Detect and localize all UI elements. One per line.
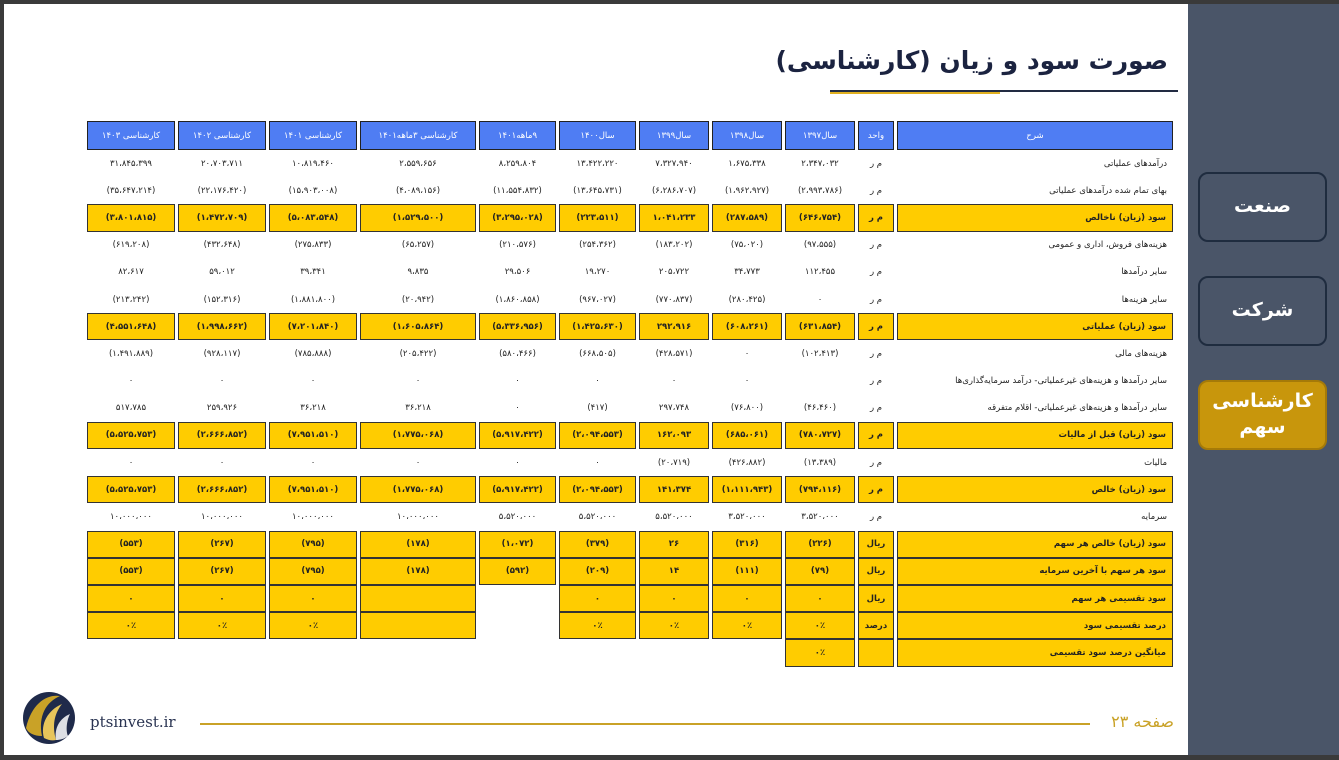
value-cell: ۳۶،۲۱۸ xyxy=(300,403,326,414)
value-cell: ۰ xyxy=(415,457,421,468)
value-cell: ۱۴۱،۳۷۴ xyxy=(639,476,709,503)
value-cell: (۵،۳۳۶،۹۵۶) xyxy=(479,313,556,340)
row-unit: م ر xyxy=(869,376,883,387)
table-row xyxy=(87,150,1173,177)
value-cell: ۱۰،۰۰۰،۰۰۰ xyxy=(396,512,439,523)
value-cell: (۲۰،۷۱۹) xyxy=(657,457,691,468)
table-row xyxy=(87,558,1173,585)
value-cell: (۱۳،۳۸۹) xyxy=(803,457,837,468)
value-cell: (۶۸۵،۰۶۱) xyxy=(712,422,782,449)
value-cell: ۱،۶۷۵،۳۳۸ xyxy=(728,158,766,169)
value-cell: ۰ xyxy=(559,585,636,612)
table-header-row xyxy=(87,121,1173,150)
table-row xyxy=(87,422,1173,449)
value-cell: ۰ xyxy=(712,585,782,612)
value-cell: (۵۵۳) xyxy=(87,558,175,585)
value-cell: ۲۰۵،۷۲۲ xyxy=(658,267,690,278)
value-cell: (۲۲۳،۵۱۱) xyxy=(559,204,636,231)
value-cell: ۳،۵۲۰،۰۰۰ xyxy=(801,512,839,523)
row-unit: م ر xyxy=(869,240,883,251)
value-cell: (۷۹۵) xyxy=(269,531,357,558)
value-cell xyxy=(360,585,476,612)
value-cell: ۰٪ xyxy=(269,612,357,639)
value-cell: ۵،۵۲۰،۰۰۰ xyxy=(655,512,693,523)
website-link[interactable]: ptsinvest.ir xyxy=(90,713,176,731)
table-row xyxy=(87,639,1173,666)
value-cell: ۰٪ xyxy=(639,612,709,639)
table-row xyxy=(87,340,1173,367)
value-cell xyxy=(87,639,175,666)
slide xyxy=(4,4,1188,755)
row-label: میانگین درصد سود تقسیمی xyxy=(897,639,1173,666)
header-cell: سال۱۴۰۰ xyxy=(559,121,636,150)
value-cell: ۰ xyxy=(515,376,520,387)
value-cell xyxy=(269,639,357,666)
value-cell: (۲،۶۶۶،۸۵۲) xyxy=(178,422,266,449)
value-cell xyxy=(559,639,636,666)
value-cell: (۵۹۲) xyxy=(479,558,556,585)
value-cell: (۲۸۰،۴۲۵) xyxy=(728,294,766,305)
value-cell: ۵،۵۲۰،۰۰۰ xyxy=(578,512,617,523)
value-cell: (۱،۴۷۲،۷۰۹) xyxy=(178,204,266,231)
value-cell: ۱۹،۲۷۰ xyxy=(584,267,611,278)
value-cell: (۷۸۰،۷۲۷) xyxy=(785,422,855,449)
value-cell: ۲۰،۷۰۳،۷۱۱ xyxy=(200,158,243,169)
value-cell: (۶۴۶،۷۵۴) xyxy=(785,204,855,231)
value-cell: (۱۰۲،۴۱۳) xyxy=(801,348,839,359)
value-cell: (۷۷۰،۸۳۷) xyxy=(655,294,693,305)
value-cell: (۷۹۴،۱۱۶) xyxy=(785,476,855,503)
row-unit: م ر xyxy=(869,348,883,359)
value-cell: ۱۰،۸۱۹،۴۶۰ xyxy=(291,158,334,169)
value-cell xyxy=(712,639,782,666)
row-label: سود (زیان) خالص xyxy=(897,476,1173,503)
value-cell: (۱،۸۶۰،۸۵۸) xyxy=(495,294,540,305)
value-cell: (۵۸۰،۴۶۶) xyxy=(499,348,536,359)
value-cell: (۱۵،۹۰۳،۰۰۸) xyxy=(288,185,338,196)
value-cell: ۰٪ xyxy=(712,612,782,639)
value-cell: (۳۵،۶۴۷،۲۱۴) xyxy=(106,185,156,196)
row-unit: ریال xyxy=(858,585,894,612)
value-cell: ۳۴،۷۷۳ xyxy=(734,267,760,278)
value-cell: ۰ xyxy=(219,457,225,468)
value-cell: (۴۱۷) xyxy=(587,403,608,414)
value-cell: (۱،۷۷۵،۰۶۸) xyxy=(360,476,476,503)
value-cell: (۱،۶۰۵،۸۶۴) xyxy=(360,313,476,340)
value-cell: (۲۶۷) xyxy=(178,558,266,585)
row-label: سایر درآمدها xyxy=(1121,267,1167,278)
value-cell: ۱،۰۴۱،۲۳۳ xyxy=(639,204,709,231)
row-label: سود (زیان) خالص هر سهم xyxy=(897,531,1173,558)
value-cell: (۹۲۸،۱۱۷) xyxy=(203,348,241,359)
value-cell xyxy=(360,612,476,639)
row-label: سود (زیان) ناخالص xyxy=(897,204,1173,231)
row-unit: م ر xyxy=(858,422,894,449)
value-cell: (۱،۹۶۲،۹۲۷) xyxy=(724,185,770,196)
value-cell: (۴،۵۵۱،۶۴۸) xyxy=(87,313,175,340)
value-cell: ۱۰،۰۰۰،۰۰۰ xyxy=(200,512,243,523)
value-cell xyxy=(639,639,709,666)
row-label: سود (زیان) عملیاتی xyxy=(897,313,1173,340)
table-row xyxy=(87,286,1173,313)
value-cell: ۰ xyxy=(671,376,677,387)
value-cell: ۱۳،۴۲۲،۲۲۰ xyxy=(576,158,619,169)
value-cell xyxy=(479,585,556,612)
row-label: سایر هزینه‌ها xyxy=(1121,294,1167,305)
row-label: درآمدهای عملیاتی xyxy=(1103,158,1167,169)
value-cell: (۵،۰۸۳،۵۴۸) xyxy=(269,204,357,231)
row-label: سایر درآمدها و هزینه‌های غیرعملیاتی- اقلام متفرقه xyxy=(987,403,1167,414)
value-cell: (۱،۷۷۵،۰۶۸) xyxy=(360,422,476,449)
value-cell: ۸،۲۵۹،۸۰۴ xyxy=(498,158,537,169)
value-cell: (۲۱۳،۲۴۲) xyxy=(112,294,150,305)
footer-divider xyxy=(200,723,1090,725)
table-row xyxy=(87,232,1173,259)
value-cell: (۴۲۶،۸۸۲) xyxy=(728,457,766,468)
table-row xyxy=(87,177,1173,204)
value-cell: ۱۴ xyxy=(639,558,709,585)
value-cell: ۵۱۷،۷۸۵ xyxy=(115,403,147,414)
value-cell: ۱۶۲،۰۹۳ xyxy=(639,422,709,449)
value-cell: ۰ xyxy=(87,585,175,612)
value-cell: (۵،۹۱۷،۴۲۲) xyxy=(479,422,556,449)
header-cell: سال۱۳۹۷ xyxy=(785,121,855,150)
table-row xyxy=(87,476,1173,503)
value-cell: (۵،۹۱۷،۴۲۲) xyxy=(479,476,556,503)
table-row xyxy=(87,368,1173,395)
value-cell: (۲۶۷) xyxy=(178,531,266,558)
value-cell: ۵،۵۲۰،۰۰۰ xyxy=(498,512,537,523)
value-cell: ۳۱،۸۴۵،۳۹۹ xyxy=(109,158,152,169)
value-cell: ۲۶ xyxy=(639,531,709,558)
table-row xyxy=(87,204,1173,231)
value-cell: (۲۵۴،۳۶۲) xyxy=(579,240,616,251)
row-unit: م ر xyxy=(869,457,883,468)
value-cell: (۱،۵۲۹،۵۰۰) xyxy=(360,204,476,231)
row-unit xyxy=(858,639,894,666)
value-cell: (۹۷،۵۵۵) xyxy=(803,240,837,251)
value-cell: ۰ xyxy=(515,403,520,414)
value-cell: (۶۱۹،۲۰۸) xyxy=(112,240,150,251)
table-row xyxy=(87,503,1173,530)
row-label: سود (زیان) قبل از مالیات xyxy=(897,422,1173,449)
value-cell: (۱۸۳،۲۰۲) xyxy=(655,240,693,251)
row-label: سود تقسیمی هر سهم xyxy=(897,585,1173,612)
value-cell: ۲،۳۴۷،۰۳۲ xyxy=(801,158,839,169)
row-unit: م ر xyxy=(858,476,894,503)
row-label: درصد تقسیمی سود xyxy=(897,612,1173,639)
value-cell: ۰ xyxy=(595,376,600,387)
value-cell: (۷۵،۰۲۰) xyxy=(730,240,764,251)
value-cell: (۶۳۱،۸۵۴) xyxy=(785,313,855,340)
row-unit: م ر xyxy=(869,512,883,523)
value-cell: (۱۷۸) xyxy=(360,558,476,585)
nav-stock-valuation-button[interactable]: کارشناسی سهم xyxy=(1198,380,1327,450)
value-cell: (۵،۵۲۵،۷۵۳) xyxy=(87,422,175,449)
value-cell: ۲۹۲،۹۱۶ xyxy=(639,313,709,340)
value-cell: (۹۶۷،۰۲۷) xyxy=(579,294,616,305)
header-cell: کارشناسی ۱۴۰۱ xyxy=(269,121,357,150)
table-row xyxy=(87,313,1173,340)
row-unit: م ر xyxy=(869,294,883,305)
value-cell: (۲،۶۶۶،۸۵۲) xyxy=(178,476,266,503)
value-cell: ۰٪ xyxy=(87,612,175,639)
value-cell: ۰٪ xyxy=(785,639,855,666)
page-title: صورت سود و زیان (کارشناسی) xyxy=(775,46,1168,75)
value-cell: ۳،۵۲۰،۰۰۰ xyxy=(728,512,766,523)
row-label: مالیات xyxy=(1144,457,1167,468)
value-cell: (۴،۰۸۹،۱۵۶) xyxy=(395,185,441,196)
value-cell: (۲۸۷،۵۸۹) xyxy=(712,204,782,231)
row-unit: م ر xyxy=(869,158,883,169)
table-row xyxy=(87,612,1173,639)
value-cell xyxy=(178,639,266,666)
header-cell: کارشناسی ۱۴۰۳ xyxy=(87,121,175,150)
value-cell xyxy=(479,612,556,639)
value-cell: (۲۱۰،۵۷۶) xyxy=(499,240,536,251)
nav-industry-button[interactable]: صنعت xyxy=(1198,172,1327,242)
header-cell: کارشناسی ۳ماهه۱۴۰۱ xyxy=(360,121,476,150)
value-cell: (۱۱۱) xyxy=(712,558,782,585)
value-cell: (۴۲۸،۵۷۱) xyxy=(655,348,693,359)
value-cell: ۱۰،۰۰۰،۰۰۰ xyxy=(291,512,334,523)
value-cell: (۳۱۶) xyxy=(712,531,782,558)
value-cell xyxy=(785,368,855,395)
row-unit: م ر xyxy=(869,267,883,278)
value-cell: ۰ xyxy=(310,457,316,468)
value-cell: (۱،۴۲۵،۶۳۰) xyxy=(559,313,636,340)
value-cell: ۵۹،۰۱۲ xyxy=(209,267,235,278)
value-cell: ۲،۵۵۹،۶۵۶ xyxy=(399,158,437,169)
value-cell: (۷۸۵،۸۸۸) xyxy=(294,348,332,359)
row-label: سایر درآمدها و هزینه‌های غیرعملیاتی- درآمد سرمایه‌گذاری‌ها xyxy=(955,376,1167,387)
value-cell: (۲،۹۹۳،۷۸۶) xyxy=(797,185,843,196)
value-cell: ۰ xyxy=(128,376,134,387)
value-cell: ۰ xyxy=(128,457,134,468)
header-cell: شرح xyxy=(897,121,1173,150)
value-cell: (۱،۰۷۲) xyxy=(479,531,556,558)
value-cell: ۷،۳۲۷،۹۴۰ xyxy=(655,158,693,169)
header-cell: واحد xyxy=(858,121,894,150)
page-number: صفحه ۲۳ xyxy=(1111,712,1174,731)
value-cell: (۲۲۶) xyxy=(785,531,855,558)
value-cell: ۹،۸۳۵ xyxy=(407,267,429,278)
value-cell: ۸۲،۶۱۷ xyxy=(118,267,144,278)
value-cell: (۷،۹۵۱،۵۱۰) xyxy=(269,476,357,503)
value-cell: ۰ xyxy=(515,457,520,468)
value-cell: ۲۹۷،۷۴۸ xyxy=(658,403,690,414)
value-cell: (۷،۹۵۱،۵۱۰) xyxy=(269,422,357,449)
company-logo xyxy=(18,688,78,752)
row-label: سرمایه xyxy=(1141,512,1167,523)
value-cell: ۰ xyxy=(269,585,357,612)
row-label: سود هر سهم با آخرین سرمایه xyxy=(897,558,1173,585)
value-cell: ۰ xyxy=(817,294,823,305)
value-cell: (۲۲،۱۷۶،۴۲۰) xyxy=(197,185,247,196)
value-cell: (۷۹۵) xyxy=(269,558,357,585)
value-cell: (۲۰،۹۴۲) xyxy=(401,294,435,305)
value-cell: ۰ xyxy=(595,457,600,468)
nav-company-button[interactable]: شرکت xyxy=(1198,276,1327,346)
value-cell: ۰ xyxy=(415,376,421,387)
value-cell: (۷۶،۸۰۰) xyxy=(730,403,764,414)
value-cell: ۳۶،۲۱۸ xyxy=(405,403,431,414)
header-cell: سال۱۳۹۹ xyxy=(639,121,709,150)
value-cell: (۲۰۵،۴۲۲) xyxy=(399,348,437,359)
value-cell: (۳۷۹) xyxy=(559,531,636,558)
value-cell: ۰٪ xyxy=(559,612,636,639)
value-cell: (۷،۲۰۱،۸۴۰) xyxy=(269,313,357,340)
value-cell: ۲۵۹،۹۲۶ xyxy=(206,403,238,414)
value-cell: (۳،۲۹۵،۰۲۸) xyxy=(479,204,556,231)
value-cell: (۱،۸۸۱،۸۰۰) xyxy=(290,294,336,305)
income-statement-table xyxy=(84,121,1176,667)
value-cell: (۲،۰۹۴،۵۵۳) xyxy=(559,476,636,503)
value-cell: (۴۳۲،۶۴۸) xyxy=(203,240,241,251)
value-cell: (۲،۰۹۴،۵۵۳) xyxy=(559,422,636,449)
value-cell: (۷۹) xyxy=(785,558,855,585)
value-cell: ۰ xyxy=(178,585,266,612)
value-cell xyxy=(360,639,476,666)
value-cell: (۳،۸۰۱،۸۱۵) xyxy=(87,204,175,231)
table-row xyxy=(87,395,1173,422)
value-cell: (۱،۴۹۱،۸۸۹) xyxy=(108,348,154,359)
row-unit: م ر xyxy=(858,204,894,231)
row-label: هزینه‌های مالی xyxy=(1115,348,1167,359)
value-cell: (۲۰۹) xyxy=(559,558,636,585)
value-cell: (۶،۲۸۶،۷۰۷) xyxy=(651,185,697,196)
title-underline-accent xyxy=(830,92,1000,94)
row-unit: ریال xyxy=(858,531,894,558)
row-unit: درصد xyxy=(858,612,894,639)
value-cell: ۰٪ xyxy=(178,612,266,639)
value-cell: ۰ xyxy=(785,585,855,612)
value-cell: (۱،۱۱۱،۹۴۳) xyxy=(712,476,782,503)
value-cell: ۱۱۲،۴۵۵ xyxy=(804,267,836,278)
value-cell: (۱۵۲،۳۱۶) xyxy=(203,294,241,305)
value-cell: (۱۷۸) xyxy=(360,531,476,558)
value-cell: (۴۶،۴۶۰) xyxy=(803,403,837,414)
value-cell: (۶۰۸،۲۶۱) xyxy=(712,313,782,340)
value-cell: (۵،۵۲۵،۷۵۳) xyxy=(87,476,175,503)
table-row xyxy=(87,531,1173,558)
value-cell: ۰٪ xyxy=(785,612,855,639)
row-unit: م ر xyxy=(858,313,894,340)
value-cell: (۱،۹۹۸،۶۶۲) xyxy=(178,313,266,340)
table-row xyxy=(87,449,1173,476)
value-cell xyxy=(479,639,556,666)
value-cell: (۵۵۳) xyxy=(87,531,175,558)
table-row xyxy=(87,585,1173,612)
value-cell: ۰ xyxy=(310,376,316,387)
value-cell: ۱۰،۰۰۰،۰۰۰ xyxy=(109,512,152,523)
value-cell: (۱۳،۶۴۵،۷۳۱) xyxy=(573,185,622,196)
value-cell: ۰ xyxy=(744,348,750,359)
table-row xyxy=(87,259,1173,286)
row-unit: ریال xyxy=(858,558,894,585)
row-unit: م ر xyxy=(869,185,883,196)
row-label: هزینه‌های فروش، اداری و عمومی xyxy=(1048,240,1167,251)
row-label: بهای تمام شده درآمدهای عملیاتی xyxy=(1049,185,1167,196)
value-cell: (۶۵،۲۵۷) xyxy=(401,240,435,251)
value-cell: (۲۷۵،۸۳۳) xyxy=(294,240,332,251)
row-unit: م ر xyxy=(869,403,883,414)
value-cell: ۰ xyxy=(744,376,750,387)
value-cell: ۳۹،۳۴۱ xyxy=(300,267,326,278)
value-cell: ۰ xyxy=(219,376,225,387)
value-cell: (۶۶۸،۵۰۵) xyxy=(579,348,616,359)
header-cell: سال۱۳۹۸ xyxy=(712,121,782,150)
header-cell: کارشناسی ۱۴۰۲ xyxy=(178,121,266,150)
value-cell: ۰ xyxy=(639,585,709,612)
value-cell: ۲۹،۵۰۶ xyxy=(504,267,531,278)
side-navigation xyxy=(1188,4,1339,755)
header-cell: ۹ماهه۱۴۰۱ xyxy=(479,121,556,150)
value-cell: (۱۱،۵۵۴،۸۳۲) xyxy=(493,185,542,196)
